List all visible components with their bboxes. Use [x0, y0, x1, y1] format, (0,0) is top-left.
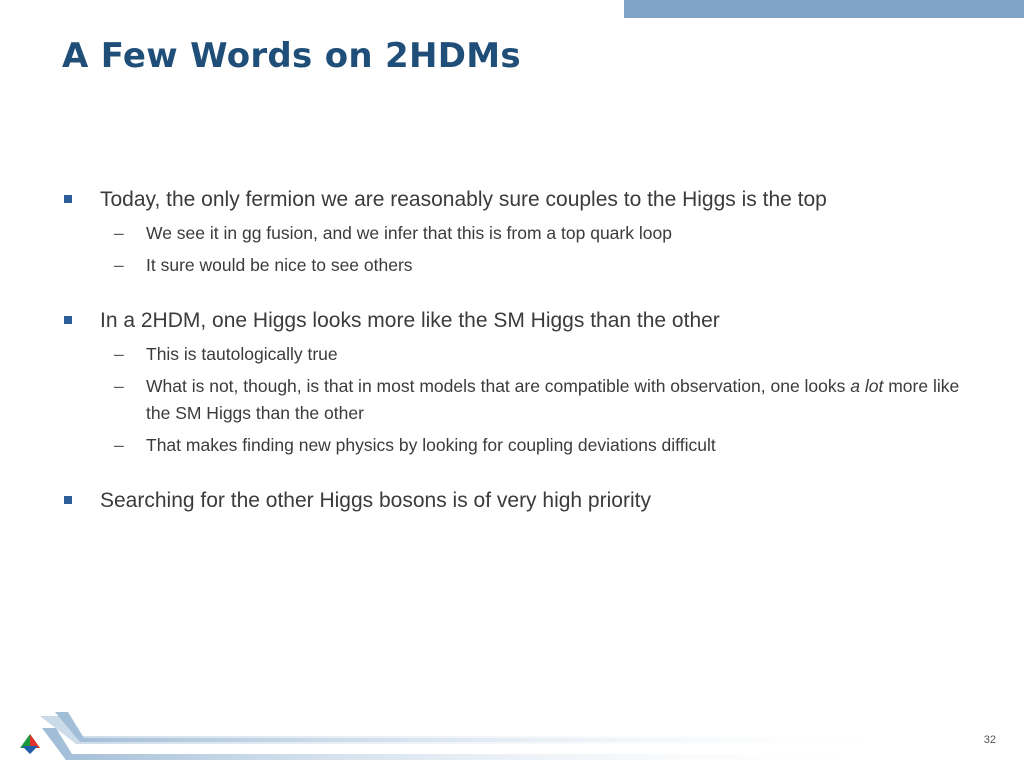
sub-bullet-item: [62, 373, 962, 427]
bullet-item: [62, 307, 962, 335]
bullet-text: Today, the only fermion we are reasonably sure couples to the Higgs is the top: [100, 188, 827, 211]
emphasis-text: a lot: [850, 376, 884, 396]
logo-icon: [20, 734, 40, 754]
bullet-item: [62, 186, 962, 214]
square-bullet-icon: [64, 316, 72, 324]
bullet-group-1: [62, 186, 962, 279]
sub-bullet-text: We see it in gg fusion, and we infer that this is from a top quark loop: [146, 223, 672, 243]
sub-bullet-text-post: more like the SM Higgs than the other: [146, 376, 960, 423]
bullet-text: Searching for the other Higgs bosons is of very high priority: [100, 489, 651, 512]
dash-bullet-icon: –: [114, 376, 124, 396]
dash-bullet-icon: –: [114, 344, 124, 364]
sub-bullet-item: [62, 341, 962, 368]
header-accent-bar: [624, 0, 1024, 18]
square-bullet-icon: [64, 195, 72, 203]
bullet-text: In a 2HDM, one Higgs looks more like the SM Higgs than the other: [100, 309, 720, 332]
dash-bullet-icon: –: [114, 435, 124, 455]
slide-title: A Few Words on 2HDMs: [62, 36, 521, 76]
sub-bullet-item: [62, 432, 962, 459]
sub-bullet-text: This is tautologically true: [146, 344, 338, 364]
dash-bullet-icon: –: [114, 255, 124, 275]
bullet-item: [62, 487, 962, 515]
sub-bullet-text-pre: What is not, though, is that in most models that are compatible with observation, one looks: [146, 376, 851, 396]
page-number: 32: [983, 734, 996, 746]
square-bullet-icon: [64, 496, 72, 504]
sub-bullet-item: [62, 220, 962, 247]
slide-body: [62, 186, 962, 543]
dash-bullet-icon: –: [114, 223, 124, 243]
footer-swoosh-decoration: [0, 708, 900, 768]
sub-bullet-text: It sure would be nice to see others: [146, 255, 413, 275]
bullet-group-2: [62, 307, 962, 459]
sub-bullet-item: [62, 252, 962, 279]
bullet-group-3: [62, 487, 962, 515]
sub-bullet-text: That makes finding new physics by looking for coupling deviations difficult: [146, 435, 716, 455]
